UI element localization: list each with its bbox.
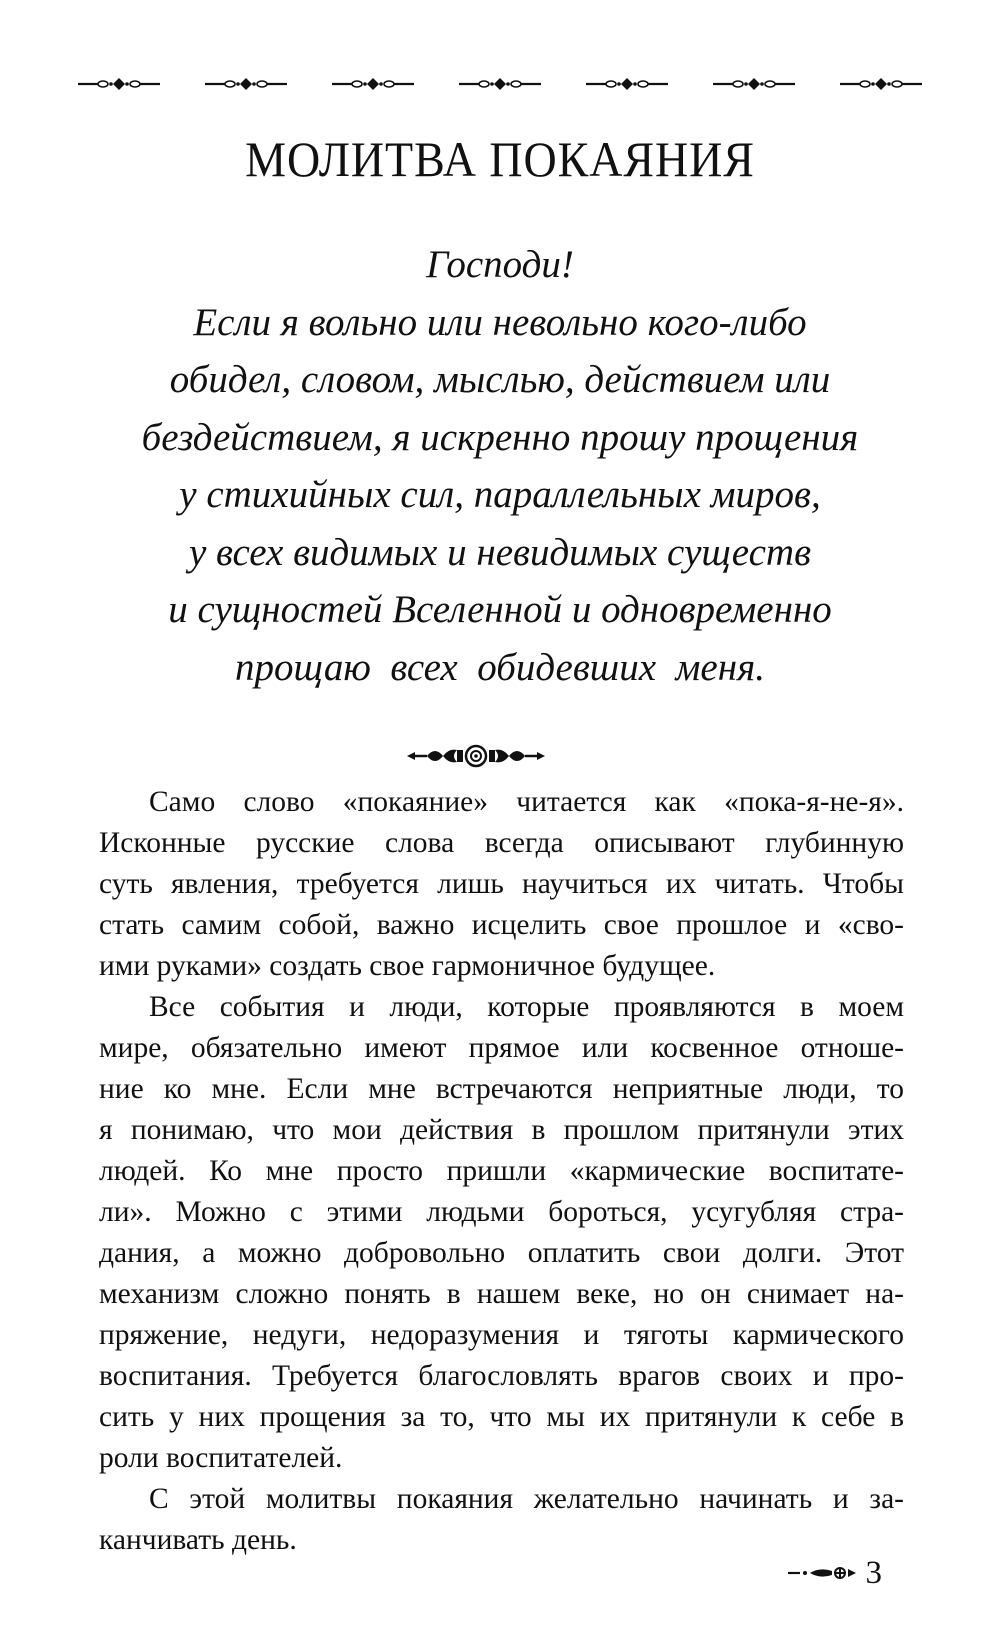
paragraph-line: Само слово «покаяние» читается как «пока-я-не-я». — [149, 786, 904, 818]
ornament-flourish-icon — [330, 77, 416, 91]
page-number-ornament-icon — [786, 1565, 858, 1581]
paragraph-line: Исконные русские слова всегда описывают глубинную — [99, 827, 904, 859]
paragraph-line: людей. Ко мне просто пришли «кармические воспитате- — [99, 1155, 904, 1187]
ornament-flourish-icon — [584, 77, 670, 91]
top-ornament-row — [76, 77, 924, 91]
ornament-flourish-icon — [203, 77, 289, 91]
section-divider — [405, 744, 547, 768]
ornament-divider-icon — [405, 744, 547, 768]
paragraph-line: суть явления, требуется лишь научиться их читать. Чтобы — [99, 868, 904, 900]
prayer-line: Господи! — [426, 243, 574, 286]
page-footer — [786, 1553, 883, 1593]
paragraph-line: стать самим собой, важно исцелить свое прошлое и «сво- — [99, 909, 904, 941]
prayer-text — [60, 236, 940, 696]
paragraph-line: роли воспитателей. — [99, 1442, 343, 1474]
ornament-flourish-icon — [76, 77, 162, 91]
paragraph-line: пряжение, недуги, недоразумения и тяготы кармического — [99, 1319, 904, 1351]
ornament-flourish-icon — [457, 77, 543, 91]
paragraph-line: сить у них прощения за то, что мы их притянули к себе в — [99, 1401, 904, 1433]
prayer-line: и сущностей Вселенной и одновременно — [168, 588, 832, 631]
paragraph-line: С этой молитвы покаяния желательно начинать и за- — [149, 1483, 904, 1515]
page-number: 3 — [865, 1555, 882, 1591]
prayer-line: у всех видимых и невидимых существ — [188, 530, 812, 574]
prayer-line: прощаю всех обидевших меня. — [235, 645, 765, 689]
paragraph-line: канчивать день. — [99, 1524, 297, 1556]
prayer-line: Если я вольно или невольно кого-либо — [193, 300, 807, 344]
paragraph-line: дания, а можно добровольно оплатить свои долги. Этот — [99, 1237, 904, 1269]
prayer-line: обидел, словом, мыслью, действием или — [169, 358, 831, 401]
paragraph-line: ими руками» создать свое гармоничное будущее. — [99, 950, 716, 982]
paragraph-line: механизм сложно понять в нашем веке, но он снимает на- — [99, 1278, 904, 1310]
page-title: МОЛИТВА ПОКАЯНИЯ — [245, 131, 755, 187]
prayer-line: у стихийных сил, параллельных миров, — [179, 473, 821, 516]
ornament-flourish-icon — [838, 77, 924, 91]
prayer-line: бездействием, я искренно прошу прощения — [141, 415, 859, 459]
paragraph-line: Все события и люди, которые проявляются в моем — [149, 991, 904, 1023]
paragraph-line: мире, обязательно имеют прямое или косвенное отноше- — [99, 1032, 904, 1064]
paragraph-line: воспитания. Требуется благословлять врагов своих и про- — [99, 1360, 904, 1392]
body-text — [99, 782, 904, 1561]
ornament-flourish-icon — [711, 77, 797, 91]
paragraph-line: ние ко мне. Если мне встречаются неприятные люди, то — [99, 1073, 904, 1105]
paragraph-line: ли». Можно с этими людьми бороться, усугубляя стра- — [99, 1196, 904, 1228]
paragraph-line: я понимаю, что мои действия в прошлом притянули этих — [99, 1114, 904, 1146]
